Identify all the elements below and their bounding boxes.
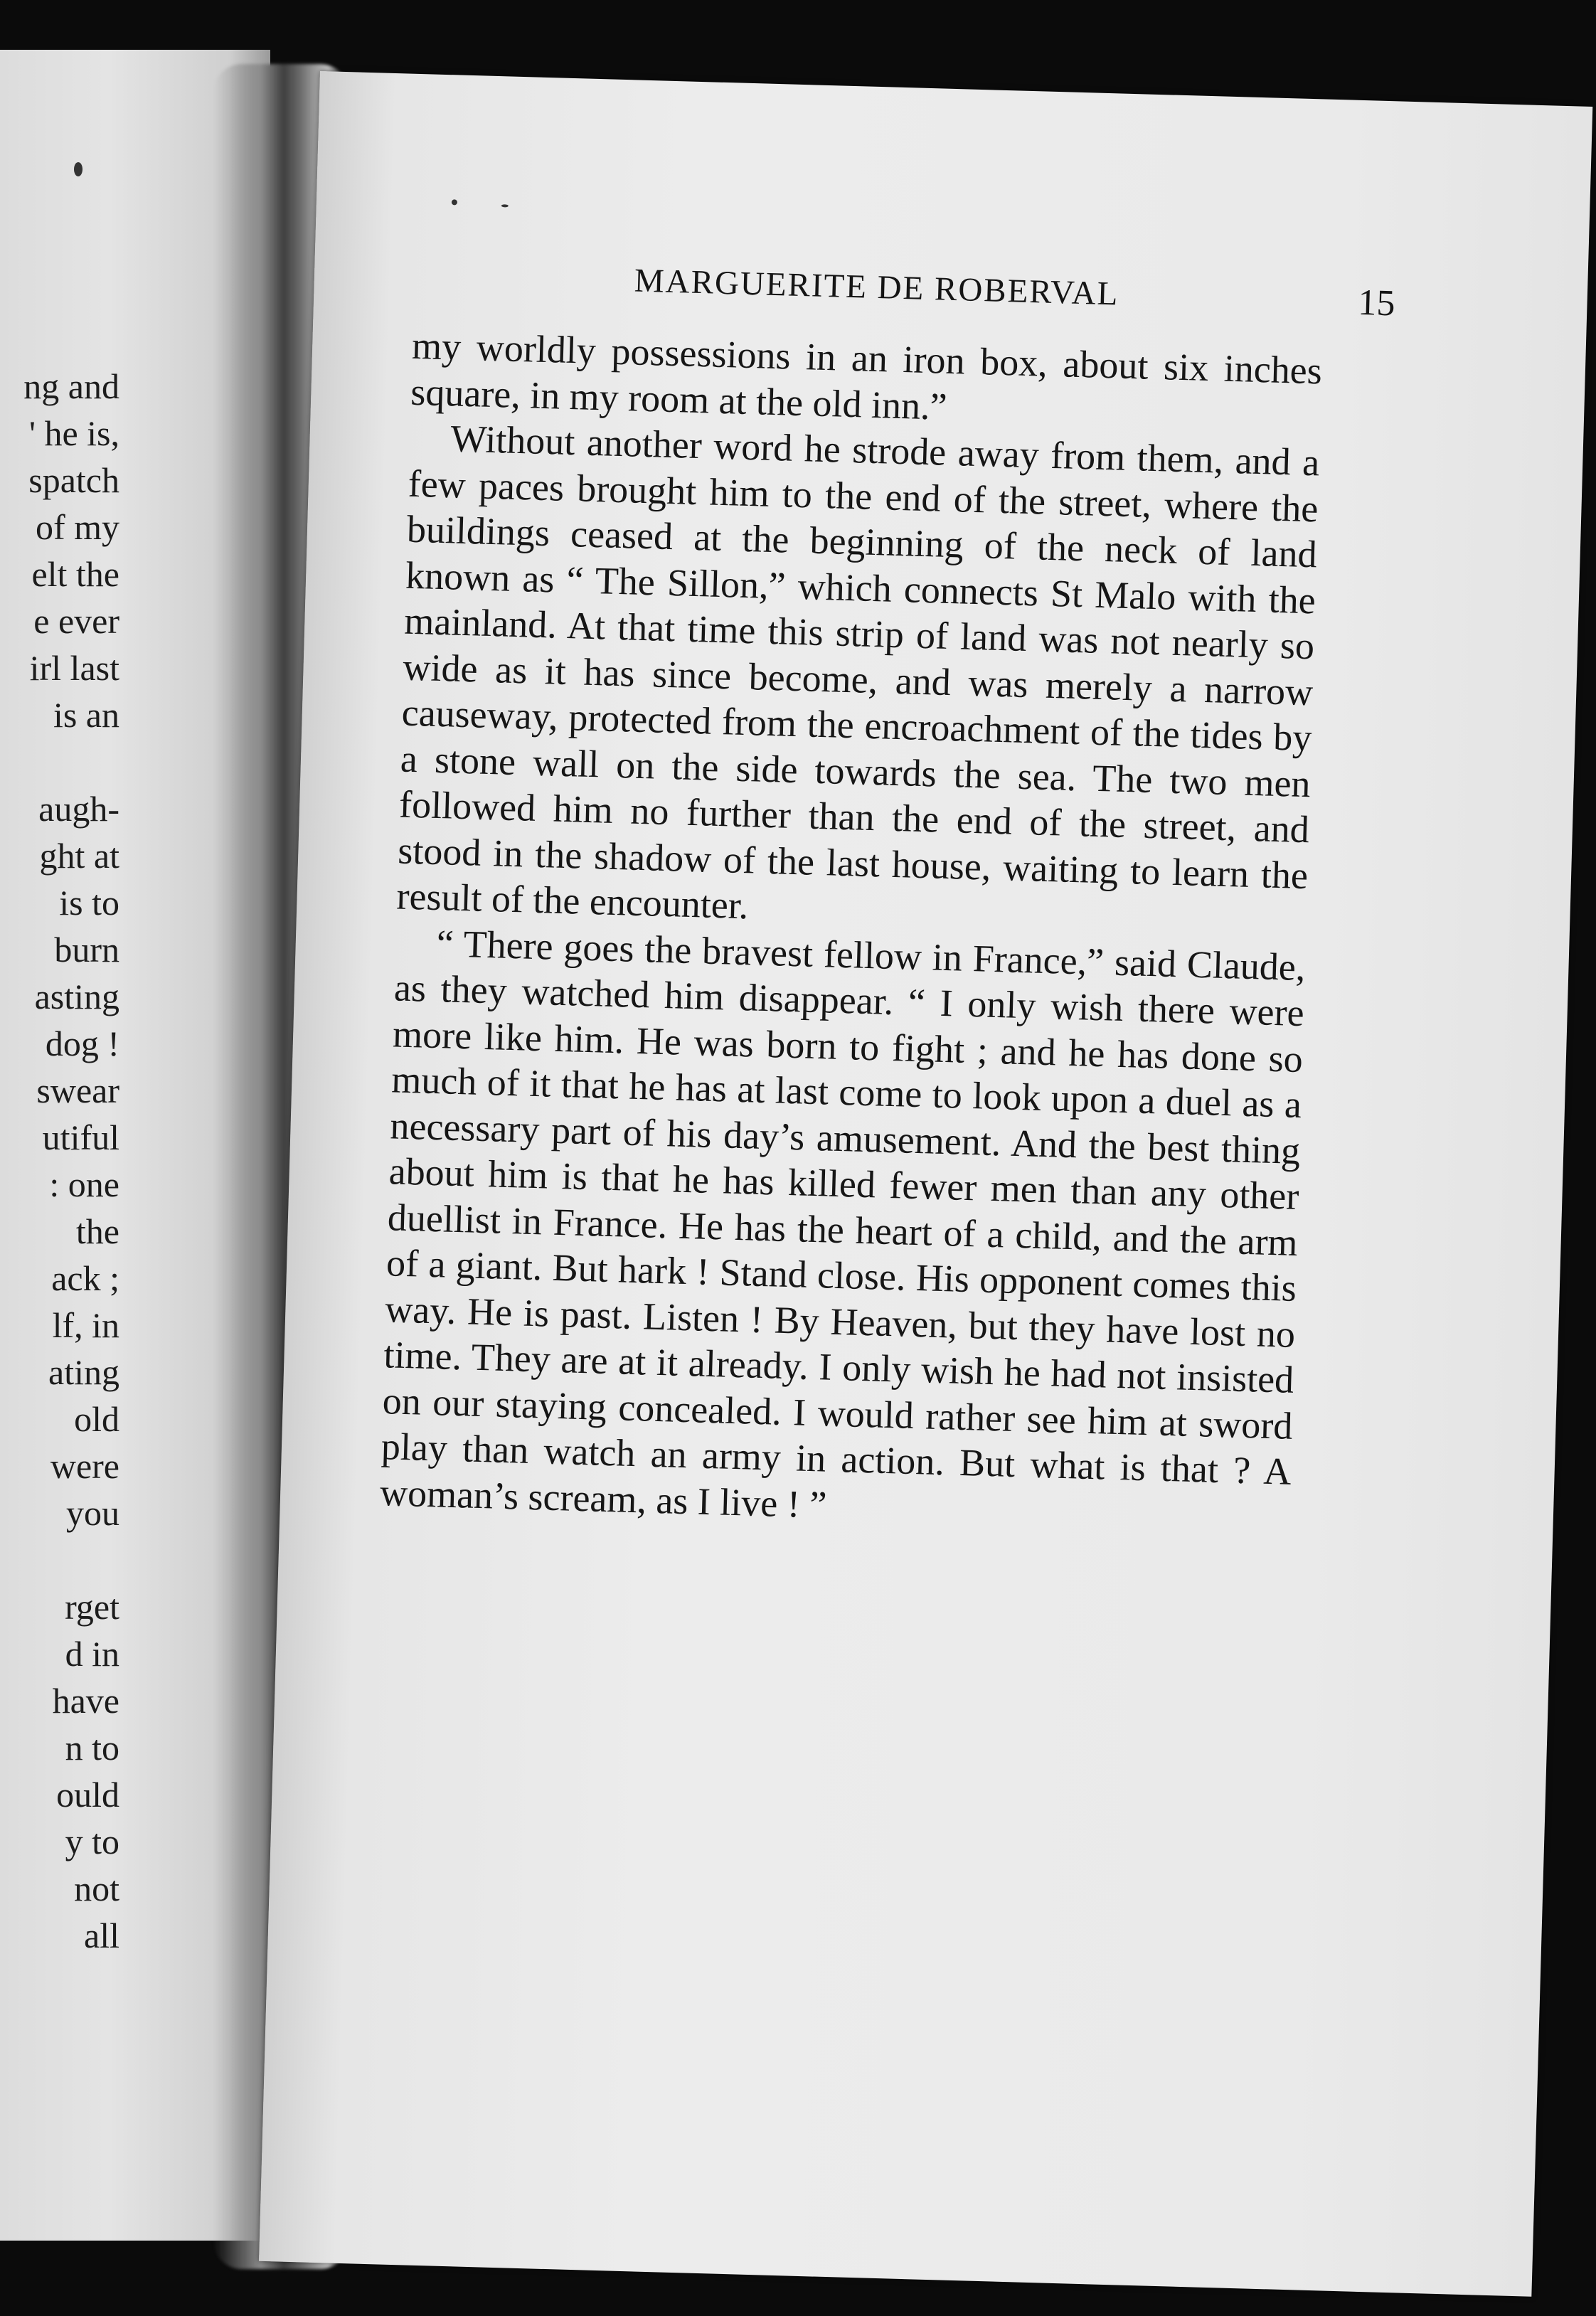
paragraph: “ There goes the bravest fellow in France,” said Claude, as they watched him disappear. “ I only wish there were more like him. He was born to fight ; and he has done so much of it that he has at last come to look upon a duel as a necessary part of his day’s amusement. And the best thing about him is that he has killed fewer men than any other duellist in France. He has the heart of a child, and the arm of a giant. But hark ! Stand close. His opponent comes this way. He is past. Listen ! By Heaven, but they have lost no time. They are at it already. I only wish he had not insisted on our staying concealed. I would rather see him at sword play than watch an army in action. But what is that ? A woman’s scream, as I live ! ” [379, 921, 1307, 1526]
left-page-line-fragment: spatch [28, 460, 119, 500]
left-page-line-fragment: utiful [42, 1117, 119, 1157]
left-page-line-fragment: of my [35, 507, 119, 547]
left-page-line-fragment: all [84, 1916, 119, 1955]
running-title: MARGUERITE DE ROBERVAL [634, 262, 1120, 313]
ink-speck [74, 162, 83, 176]
left-page-line-fragment: d in [65, 1634, 119, 1674]
left-page-text-fragments [0, 363, 119, 1970]
paragraph: Without another word he strode away from them, and a few paces brought him to the end of the street, where the buildings ceased at the beginning of the neck of land known as “ The Sillon,” which connects St Malo with the mainland. At that time this strip of land was not nearly so wide as it has since become, and was merely a narrow causeway, protected from the encroachment of the tides by a stone wall on the side towards the sea. The two men followed him no further than the end of the street, and stood in the shadow of the last house, waiting to learn the result of the encounter. [395, 417, 1321, 928]
left-page-line-fragment: swear [36, 1071, 119, 1110]
left-page-line-fragment: asting [34, 977, 119, 1016]
left-page-line-fragment: dog ! [45, 1024, 119, 1063]
left-page-line-fragment: ating [48, 1352, 119, 1392]
right-page [259, 71, 1592, 2297]
left-page-line-fragment: old [74, 1399, 119, 1439]
left-page-line-fragment: ght at [39, 836, 119, 876]
left-page-line-fragment: is an [53, 695, 119, 735]
left-page-line-fragment: not [74, 1869, 119, 1908]
left-page-line-fragment: is to [59, 883, 119, 923]
left-page-line-fragment: were [50, 1446, 119, 1486]
left-page-line-fragment: irl last [29, 648, 119, 688]
left-page-line-fragment: have [52, 1681, 119, 1721]
left-page-line-fragment: y to [65, 1822, 119, 1861]
left-page-line-fragment: lf, in [52, 1305, 119, 1345]
ink-speck [452, 199, 457, 205]
page-text-block [259, 71, 1592, 2297]
left-page-line-fragment: ack ; [51, 1258, 119, 1298]
left-page-line-fragment: you [66, 1493, 119, 1533]
left-page-line-fragment: burn [54, 930, 119, 970]
left-page-line-fragment: ould [56, 1775, 119, 1815]
page-number: 15 [1357, 282, 1396, 324]
ink-speck [501, 204, 509, 207]
paragraph-continued: my worldly possessions in an iron box, about six inches square, in my room at the old inn.” [410, 324, 1323, 428]
running-header [555, 259, 1395, 324]
left-page-line-fragment: ng and [23, 366, 119, 406]
left-page-line-fragment: ' he is, [28, 413, 119, 453]
left-page-line-fragment: elt the [31, 554, 119, 594]
left-page-line-fragment: n to [65, 1728, 119, 1768]
body-text [379, 323, 1322, 1541]
left-page-line-fragment: : one [49, 1164, 119, 1204]
left-page-line-fragment: e ever [33, 601, 119, 641]
left-page-line-fragment: rget [65, 1587, 119, 1627]
left-page-line-fragment: augh- [38, 789, 119, 829]
left-page-line-fragment: the [75, 1211, 119, 1251]
